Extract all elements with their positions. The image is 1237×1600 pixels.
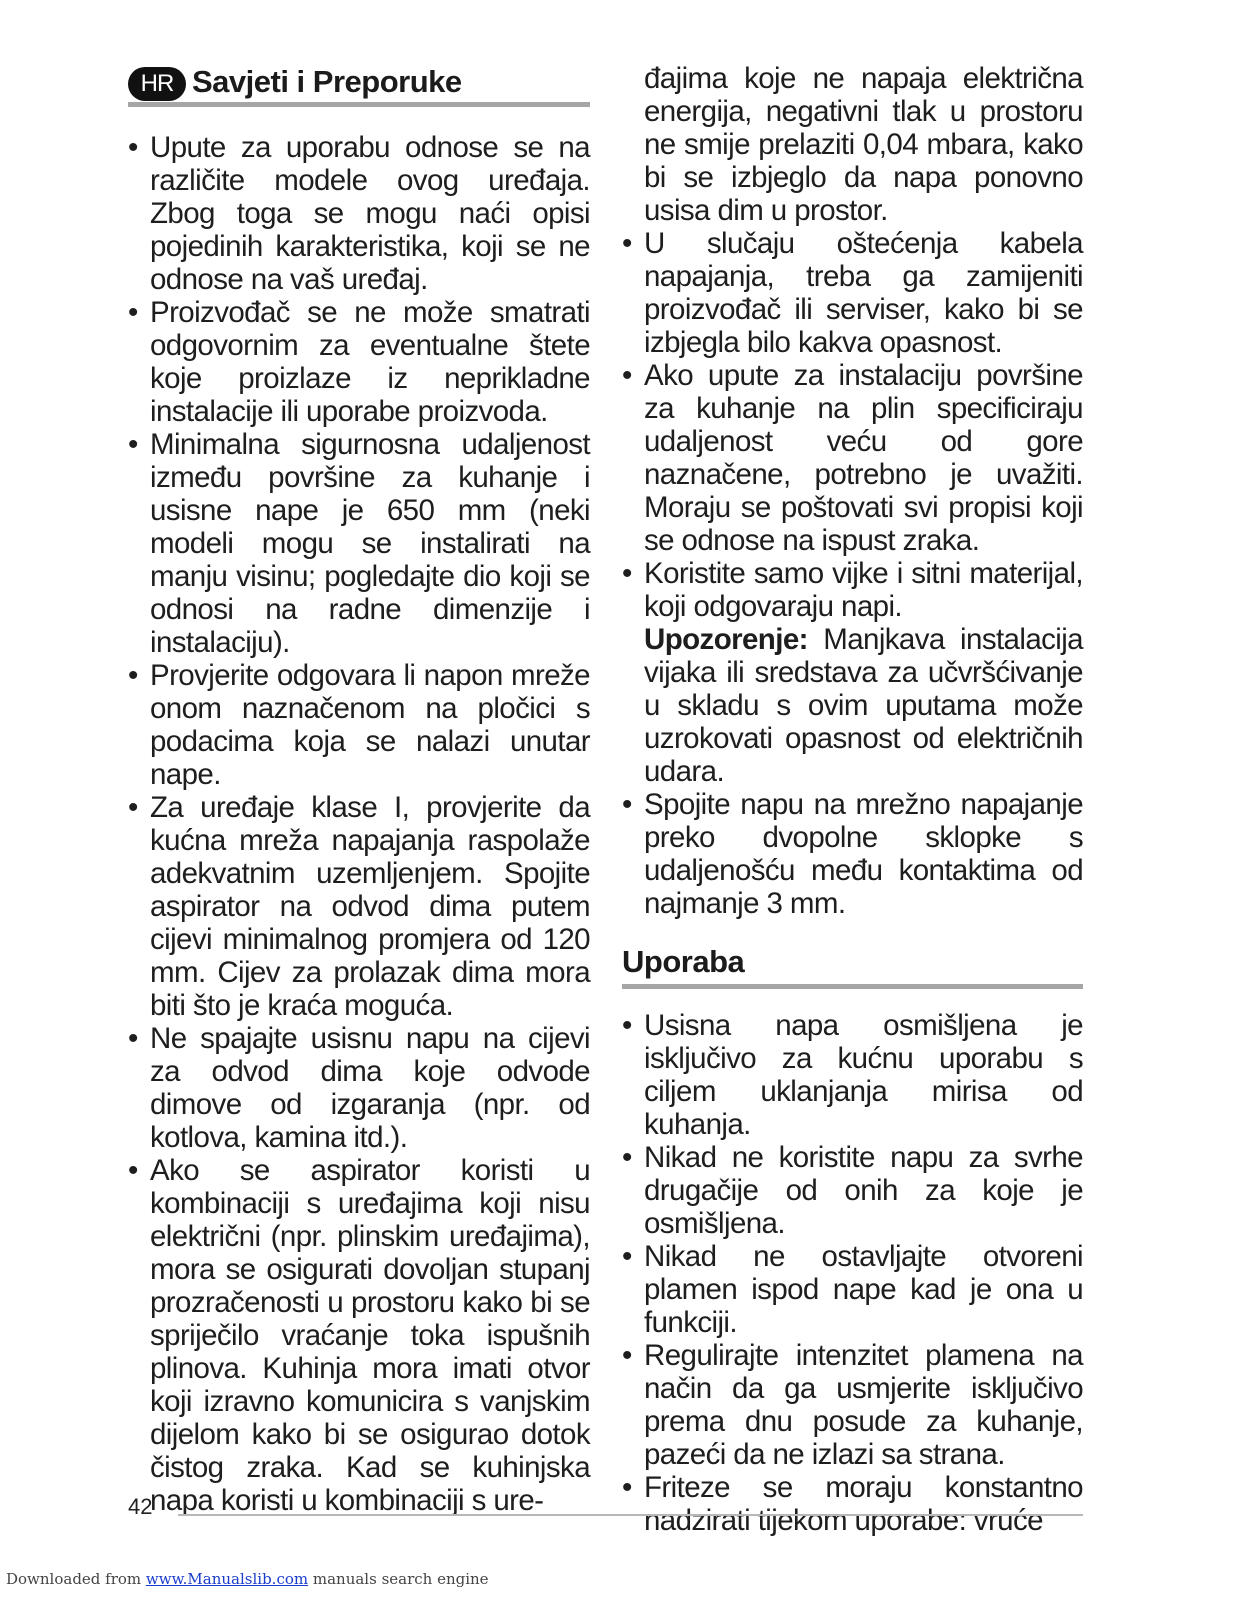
list-item: • Friteze se moraju konstantno nadzirati tijekom uporabe: vruće xyxy=(622,1471,1083,1537)
watermark-suffix: manuals search engine xyxy=(308,1570,489,1588)
warning-label: Upozorenje: xyxy=(644,623,808,656)
usage-list xyxy=(622,1009,1083,1537)
section-heading-uporaba xyxy=(622,940,1083,989)
list-item: • Regulirajte intenzitet plamena na način da ga usmjerite isključivo prema dnu posude za kuhanje, pazeći da ne izlazi sa strana. xyxy=(622,1339,1083,1471)
list-item: • Ako se aspirator koristi u kombinaciji s uređajima koji nisu električni (npr. plinskim uređajima), mora se osigurati dovoljan stupanj prozračenosti u prostoru kako bi se spriječilo vraćanje toka ispušnih plinova. Kuhinja mora imati otvor koji izravno komunicira s vanjskim dijelom kako bi se osigurao dotok čistog zraka. Kad se kuhinjska napa koristi u kombinaciji s ure- xyxy=(128,1154,590,1517)
watermark-prefix: Downloaded from xyxy=(6,1570,146,1588)
list-item: • Koristite samo vijke i sitni materijal, koji odgovaraju napi. xyxy=(622,557,1083,623)
left-column xyxy=(128,62,590,1517)
list-item: • Proizvođač se ne može smatrati odgovornim za eventualne štete koje proizlaze iz neprikladne instalacije ili uporabe proizvoda. xyxy=(128,296,590,428)
list-item: • Usisna napa osmišljena je isključivo za kućnu uporabu s ciljem uklanjanja mirisa od kuhanja. xyxy=(622,1009,1083,1141)
list-item: • Za uređaje klase I, provjerite da kućna mreža napajanja raspolaže adekvatnim uzemljenjem. Spojite aspirator na odvod dima putem cijevi minimalnog promjera od 120 mm. Cijev za prolazak dima mora biti što je kraća moguća. xyxy=(128,791,590,1022)
list-item: • Upute za uporabu odnose se na različite modele ovog uređaja. Zbog toga se mogu naći opisi pojedinih karakteristika, koji se ne odnose na vaš uređaj. xyxy=(128,131,590,296)
continued-paragraph: đajima koje ne napaja električna energija, negativni tlak u prostoru ne smije prelaziti 0,04 mbara, kako bi se izbjeglo da napa ponovno usisa dim u prostor. xyxy=(644,62,1083,227)
list-item: • Nikad ne ostavljajte otvoreni plamen ispod nape kad je ona u funkciji. xyxy=(622,1240,1083,1339)
warning-text: Manjkava instalacija vijaka ili sredstava za učvršćivanje u skladu s ovim uputama može uzrokovati opasnost od električnih udara. xyxy=(644,623,1083,788)
safety-list-tail xyxy=(622,788,1083,920)
footer-divider xyxy=(178,1514,1083,1516)
section-title: Savjeti i Preporuke xyxy=(192,64,462,99)
warning-paragraph xyxy=(622,623,1083,788)
list-item: • Ne spajajte usisnu napu na cijevi za odvod dima koje odvode dimove od izgaranja (npr. od kotlova, kamina itd.). xyxy=(128,1022,590,1154)
language-badge: HR xyxy=(128,67,186,101)
section-title: Uporaba xyxy=(622,944,745,979)
safety-list-continued xyxy=(622,227,1083,623)
page-number: 42 xyxy=(128,1494,153,1519)
manualslib-link[interactable]: www.Manualslib.com xyxy=(145,1570,309,1588)
section-heading xyxy=(128,62,590,107)
list-item: • U slučaju oštećenja kabela napajanja, treba ga zamijeniti proizvođač ili serviser, kako bi se izbjegla bilo kakva opasnost. xyxy=(622,227,1083,359)
right-column xyxy=(622,62,1083,1537)
list-item: • Minimalna sigurnosna udaljenost između površine za kuhanje i usisne nape je 650 mm (neki modeli mogu se instalirati na manju visinu; pogledajte dio koji se odnosi na radne dimenzije i instalaciju). xyxy=(128,428,590,659)
safety-list xyxy=(128,131,590,1517)
list-item: • Nikad ne koristite napu za svrhe drugačije od onih za koje je osmišljena. xyxy=(622,1141,1083,1240)
download-watermark xyxy=(6,1570,489,1588)
list-item: • Provjerite odgovara li napon mreže onom naznačenom na pločici s podacima koja se nalazi unutar nape. xyxy=(128,659,590,791)
list-item: • Spojite napu na mrežno napajanje preko dvopolne sklopke s udaljenošću među kontaktima od najmanje 3 mm. xyxy=(622,788,1083,920)
list-item: • Ako upute za instalaciju površine za kuhanje na plin specificiraju udaljenost veću od gore naznačene, potrebno je uvažiti. Moraju se poštovati svi propisi koji se odnose na ispust zraka. xyxy=(622,359,1083,557)
